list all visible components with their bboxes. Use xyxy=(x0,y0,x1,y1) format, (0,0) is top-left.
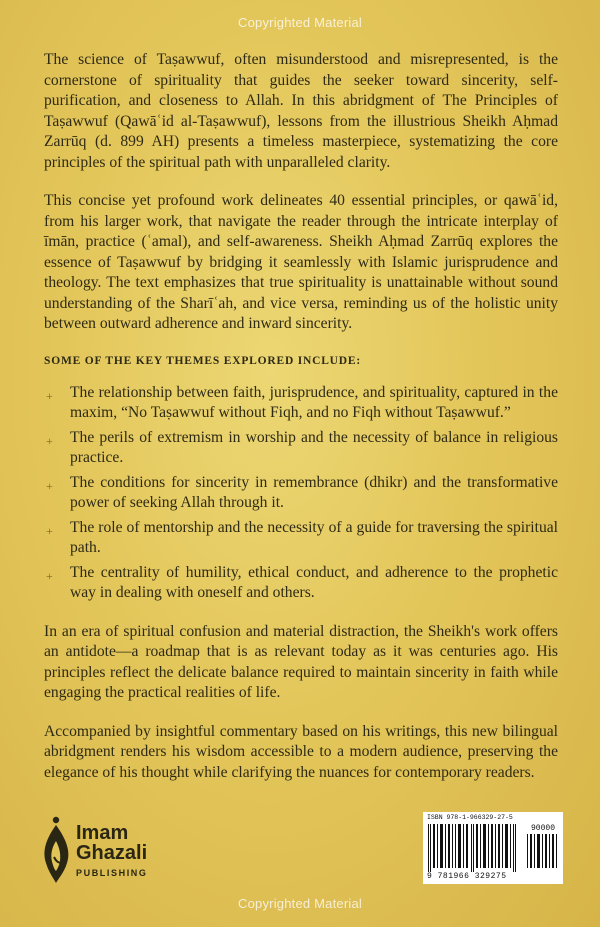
theme-text: The centrality of humility, ethical conduct, and adherence to the prophetic way in dealing with oneself and others. xyxy=(70,563,558,601)
publisher-name-line2: Ghazali xyxy=(76,842,148,864)
publisher-logo xyxy=(40,813,180,885)
watermark-top: Copyrighted Material xyxy=(238,15,362,30)
theme-text: The role of mentorship and the necessity of a guide for traversing the spiritual path. xyxy=(70,518,558,556)
intro-paragraph: The science of Taṣawwuf, often misunderstood and misrepresented, is the cornerstone of spirituality that guides the seeker toward sincerity, self-purification, and closeness to Allah. In this abridgment of The Principles of Taṣawwuf (Qawāʿid al-Taṣawwuf), lessons from the illustrious Sheikh Aḥmad Zarrūq (d. 899 AH) presents a timeless masterpiece, systematizing the core principles of the spiritual path with unparalleled clarity. xyxy=(44,51,558,171)
theme-text: The relationship between faith, jurisprudence, and spirituality, captured in the maxim, “No Taṣawwuf without Fiqh, and no Fiqh without Taṣawwuf.” xyxy=(70,383,558,421)
list-item xyxy=(44,428,558,469)
list-item xyxy=(44,473,558,514)
addon-code: 90000 xyxy=(530,824,555,833)
theme-text: The conditions for sincerity in remembrance (dhikr) and the transformative power of seeking Allah through it. xyxy=(70,473,558,511)
list-item xyxy=(44,563,558,604)
plus-bullet-icon: + xyxy=(46,388,53,403)
themes-heading: SOME OF THE KEY THEMES EXPLORED INCLUDE: xyxy=(44,354,361,367)
plus-bullet-icon: + xyxy=(46,523,53,538)
plus-bullet-icon: + xyxy=(46,478,53,493)
publisher-name xyxy=(76,823,147,863)
list-item xyxy=(44,383,558,424)
plus-bullet-icon: + xyxy=(46,568,53,583)
barcode-digits: 9 781966 329275 xyxy=(427,872,507,881)
plus-bullet-icon: + xyxy=(46,433,53,448)
list-item xyxy=(44,518,558,559)
themes-list xyxy=(44,383,558,604)
flame-drop-logo-icon xyxy=(40,813,72,885)
publisher-name-line1: Imam xyxy=(76,822,129,844)
watermark-bottom: Copyrighted Material xyxy=(238,896,362,911)
description-paragraph: This concise yet profound work delineates 40 essential principles, or qawāʿid, from his larger work, that navigate the reader through the intricate interplay of īmān, practice (ʿamal), and self-awareness. Sheikh Aḥmad Zarrūq explores the essence of Taṣawwuf by bridging it seamlessly with Islamic jurisprudence and theology. The text emphasizes that true spirituality is unattainable without sound understanding of the Sharīʿah, and vice versa, reminding us of the holistic unity between outward adherence and inward sincerity. xyxy=(44,192,558,332)
isbn-text: ISBN 978-1-966329-27-5 xyxy=(427,814,513,821)
commentary-paragraph: Accompanied by insightful commentary based on his writings, this new bilingual abridgment renders his wisdom accessible to a modern audience, preserving the elegance of his thought while clarifying the nuances for contemporary readers. xyxy=(44,722,558,781)
ean-barcode-bars xyxy=(427,824,523,872)
barcode xyxy=(423,812,563,884)
addon-barcode-bars xyxy=(527,834,557,868)
publisher-subtitle: PUBLISHING xyxy=(76,868,148,878)
back-cover-text xyxy=(44,50,558,783)
antidote-paragraph: In an era of spiritual confusion and material distraction, the Sheikh's work offers an antidote—a roadmap that is as relevant today as it was centuries ago. His principles reflect the delicate balance required to maintain sincerity in faith while engaging the practical realities of life. xyxy=(44,622,558,701)
theme-text: The perils of extremism in worship and the necessity of balance in religious practice. xyxy=(70,428,558,466)
